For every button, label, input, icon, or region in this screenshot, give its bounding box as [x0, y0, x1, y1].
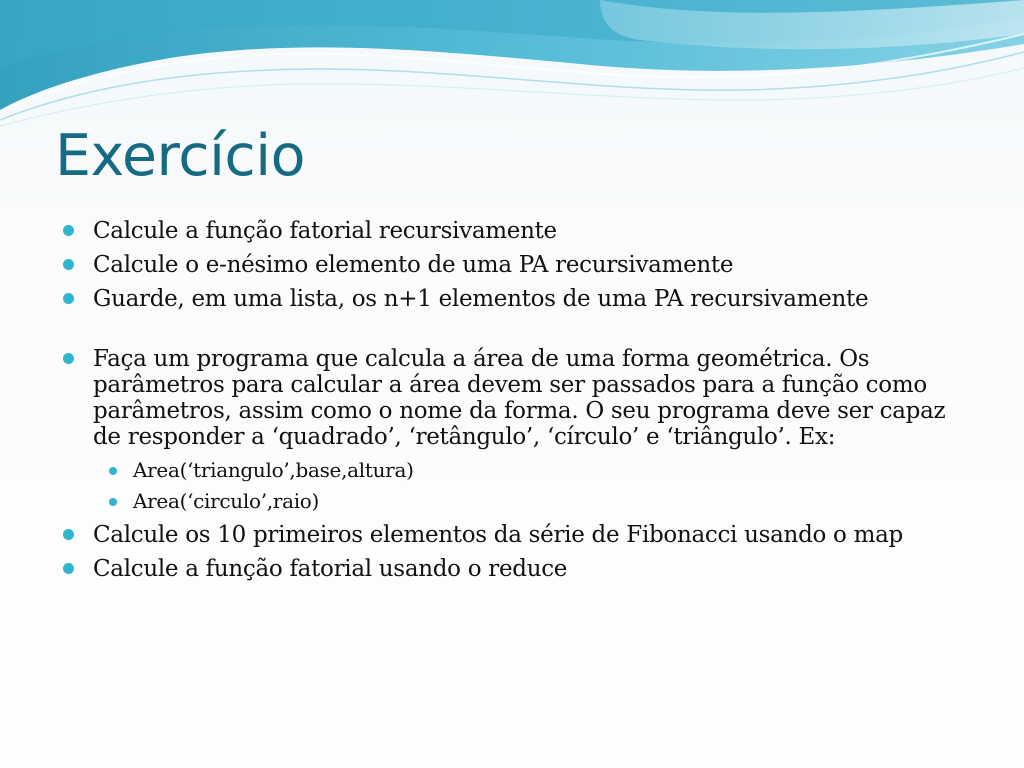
- bullet-text: Calcule os 10 primeiros elementos da série de Fibonacci usando o map: [93, 522, 903, 548]
- bullet-item: [62, 346, 972, 514]
- sub-bullet-text: Area(‘triangulo’,base,altura): [133, 458, 414, 482]
- bullet-item: [62, 286, 972, 312]
- slide-title: Exercício: [55, 123, 305, 189]
- bullet-text: Faça um programa que calcula a área de uma forma geométrica. Os parâmetros para calcular a área devem ser passados para a função como parâmetros, assim como o nome da forma. O seu programa deve ser capaz de responder a ‘quadrado’, ‘retângulo’, ‘círculo’ e ‘triângulo’. Ex:: [93, 346, 946, 450]
- sub-bullet-dot-icon: [109, 498, 117, 506]
- wave-header-decoration: [0, 0, 1024, 140]
- bullet-text: Guarde, em uma lista, os n+1 elementos de uma PA recursivamente: [93, 286, 869, 312]
- bullet-item: [62, 252, 972, 278]
- bullet-dot-icon: [63, 293, 74, 304]
- sub-bullet-item: [104, 488, 972, 514]
- bullet-dot-icon: [63, 529, 74, 540]
- bullet-item: [62, 556, 972, 582]
- sub-bullet-item: [104, 457, 972, 483]
- bullet-dot-icon: [63, 353, 74, 364]
- sub-bullet-list: [104, 457, 972, 514]
- sub-bullet-text: Area(‘circulo’,raio): [133, 489, 320, 513]
- bullet-list: [62, 218, 972, 590]
- bullet-text: Calcule a função fatorial recursivamente: [93, 218, 557, 244]
- bullet-text: Calcule a função fatorial usando o reduce: [93, 556, 568, 582]
- bullet-dot-icon: [63, 259, 74, 270]
- bullet-item: [62, 218, 972, 244]
- bullet-text: Calcule o e-nésimo elemento de uma PA recursivamente: [93, 252, 734, 278]
- sub-bullet-dot-icon: [109, 467, 117, 475]
- bullet-dot-icon: [63, 225, 74, 236]
- bullet-dot-icon: [63, 563, 74, 574]
- bullet-item: [62, 522, 972, 548]
